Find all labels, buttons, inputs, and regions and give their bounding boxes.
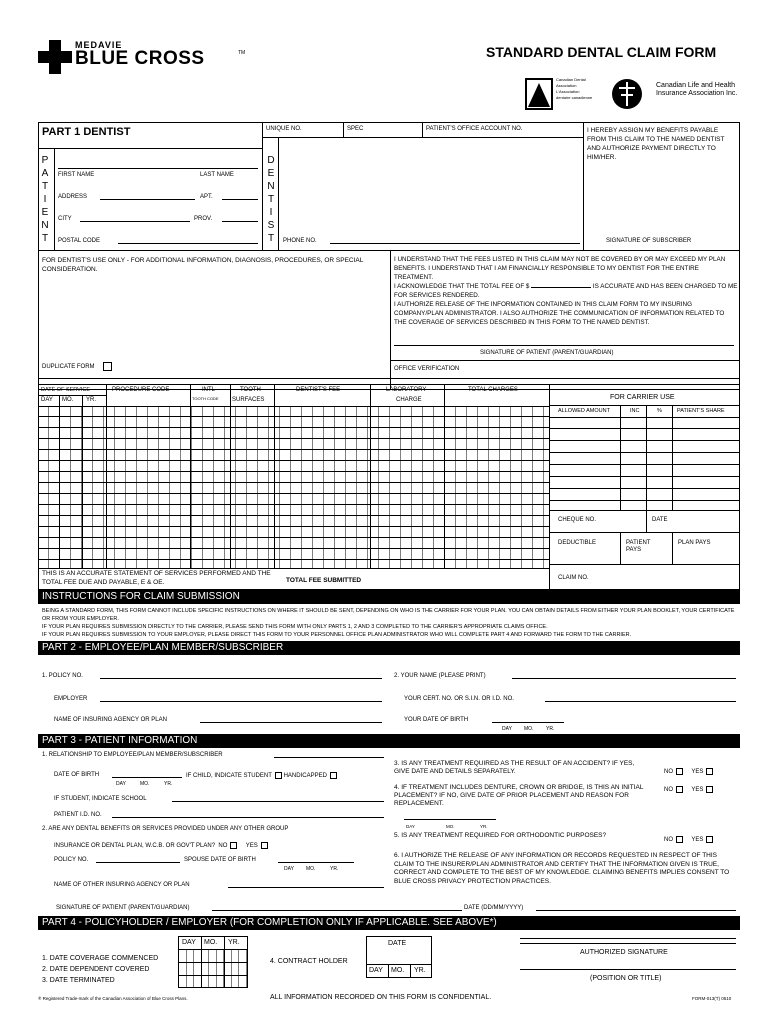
q4-date-field[interactable]	[404, 819, 496, 820]
intl-header: INTL	[202, 387, 216, 393]
q4-no-checkbox[interactable]	[676, 786, 683, 793]
inc-header: INC	[630, 408, 640, 414]
pct-header: %	[657, 408, 662, 414]
trademark-note: ® Registered Trade-mark of the Canadian Association of Blue Cross Plans.	[38, 996, 188, 1001]
part3-signature-field[interactable]	[212, 910, 462, 911]
dob-day: DAY	[502, 726, 512, 732]
part3-date-label: DATE (DD/MM/YYYY)	[464, 905, 524, 911]
q6-text: 6. I AUTHORIZE THE RELEASE OF ANY INFORMATION OR RECORDS REQUESTED IN RESPECT OF THIS CLAIM TO THE INSURER/PLAN ADMINISTRATOR AND CERTIFY THAT THE INFORMATION GIVEN IS TRUE, CORRECT AND COMPLETE TO THE BEST OF MY KNOWLEDGE. CLAIMING BENEFITS IMPLIES CONSENT TO BLUE CROSS PRIVACY PROTECTION PRACTICES.	[394, 852, 730, 885]
confidential-note: ALL INFORMATION RECORDED ON THIS FORM IS CONFIDENTIAL.	[270, 994, 492, 1001]
q5-answers: NO YES	[664, 836, 713, 844]
your-dob-label: YOUR DATE OF BIRTH	[404, 717, 469, 723]
patient-id-label: PATIENT I.D. NO.	[54, 812, 102, 818]
plan-pays-label: PLAN PAYS	[678, 540, 711, 546]
city-label: CITY	[58, 216, 72, 222]
spouse-day: DAY	[284, 866, 294, 872]
patient-dob-day: DAY	[116, 781, 126, 787]
deductible-label: DEDUCTIBLE	[558, 540, 597, 546]
apt-label: APT.	[200, 194, 213, 200]
q3-yes-checkbox[interactable]	[706, 768, 713, 775]
p4-yr: YR.	[228, 939, 240, 946]
office-verification-label: OFFICE VERIFICATION	[394, 366, 460, 372]
dentist-use-text: FOR DENTIST'S USE ONLY - FOR ADDITIONAL INFORMATION, DIAGNOSIS, PROCEDURES, OR SPECIAL CONSIDERATION.	[42, 257, 364, 273]
assign-text: I HEREBY ASSIGN MY BENEFITS PAYABLE FROM THIS CLAIM TO THE NAMED DENTIST AND AUTHORIZE PAYMENT DIRECTLY TO HIM/HER.	[587, 127, 725, 161]
q4-yes-checkbox[interactable]	[706, 786, 713, 793]
cheque-no-label: CHEQUE NO.	[558, 517, 597, 523]
cross-icon	[38, 40, 72, 74]
p4-date-day: DAY	[369, 967, 383, 974]
school-field[interactable]	[172, 801, 384, 802]
date-label: DATE	[652, 517, 668, 523]
duplicate-form-checkbox[interactable]	[103, 362, 112, 371]
other-policy-label: POLICY NO.	[54, 857, 89, 863]
day-header: DAY	[41, 397, 53, 403]
student-checkbox[interactable]	[275, 772, 282, 779]
terminated-label: 3. DATE TERMINATED	[42, 977, 115, 984]
claim-no-label: CLAIM NO.	[558, 575, 589, 581]
prov-label: PROV.	[194, 216, 213, 222]
q4-mo: MO.	[446, 824, 455, 829]
for-carrier-use-header: FOR CARRIER USE	[610, 394, 675, 401]
cda-emblem-icon	[524, 77, 554, 111]
position-title-label: (POSITION OR TITLE)	[590, 975, 662, 982]
name-line[interactable]	[58, 168, 258, 169]
tooth-code-header: TOOTH CODE	[192, 396, 219, 401]
dependent-covered-label: 2. DATE DEPENDENT COVERED	[42, 966, 150, 973]
q5-no-checkbox[interactable]	[676, 836, 683, 843]
brand-top: MEDAVIE	[75, 40, 123, 50]
insurance-or-label: INSURANCE OR DENTAL PLAN, W.C.B. OR GOV'T PLAN? NO YES	[54, 842, 268, 850]
spouse-yr: YR.	[330, 866, 339, 872]
p4-date-mo: MO.	[391, 967, 405, 974]
dob-yr: YR.	[546, 726, 555, 732]
clhia-text: Canadian Life and Health Insurance Association Inc.	[656, 82, 738, 97]
contract-holder-label: 4. CONTRACT HOLDER	[270, 958, 348, 965]
instructions-bar: INSTRUCTIONS FOR CLAIM SUBMISSION	[38, 590, 740, 604]
if-student-label: IF STUDENT, INDICATE SCHOOL	[54, 796, 147, 802]
clhia-logo	[610, 77, 740, 113]
q5-text: 5. IS ANY TREATMENT REQUIRED FOR ORTHODONTIC PURPOSES?	[394, 832, 607, 839]
relationship-field[interactable]	[274, 757, 384, 758]
employer-field[interactable]	[100, 701, 382, 702]
postal-code-field[interactable]	[118, 243, 258, 244]
your-name-field[interactable]	[512, 678, 736, 679]
last-name-label: LAST NAME	[200, 172, 234, 178]
authorized-signature-label: AUTHORIZED SIGNATURE	[580, 949, 668, 956]
total-charges-header: TOTAL CHARGES	[468, 387, 518, 393]
signature-patient-label: SIGNATURE OF PATIENT (PARENT/GUARDIAN)	[480, 350, 614, 356]
services-grid[interactable]	[38, 406, 549, 568]
apt-field[interactable]	[222, 199, 258, 200]
policy-no-field[interactable]	[100, 678, 382, 679]
instructions-text: BEING A STANDARD FORM, THIS FORM CANNOT INCLUDE SPECIFIC INSTRUCTIONS ON WHERE IT SHOULD BE SENT, DEPENDING ON WHO IS THE CARRIER FOR YOUR PLAN. YOU CAN OBTAIN DETAILS FROM EITHER YOUR PLAN BOOKLET, YOUR CERTIFICATE OR FROM YOUR EMPLOYER. IF YOUR PLAN REQUIRES SUBMISSION DIRECTLY TO THE CARRIER, PLEASE SEND THIS FORM WITH ONLY PARTS 1, 2 AND 3 COMPLETED TO THE CARRIER'S APPROPRIATE CLAIMS OFFICE. IF YOUR PLAN REQUIRES SUBMISSION TO YOUR EMPLOYER, PLEASE DIRECT THIS FORM TO YOUR PERSONNEL OFFICE PLAN ADMINISTRATOR WHO WILL COMPLETE PART 4 AND FORWARD THE FORM TO THE CARRIER.	[42, 608, 735, 638]
spouse-dob-label: SPOUSE DATE OF BIRTH	[184, 857, 256, 863]
brand-main: BLUE CROSS	[75, 48, 205, 69]
part3-signature-label: SIGNATURE OF PATIENT (PARENT/GUARDIAN)	[56, 905, 190, 911]
part4-bar: PART 4 - POLICYHOLDER / EMPLOYER (FOR COMPLETION ONLY IF APPLICABLE. SEE ABOVE*)	[38, 916, 740, 930]
cert-no-field[interactable]	[545, 701, 736, 702]
q4-answers: NO YES	[664, 786, 713, 794]
clhia-emblem-icon	[610, 77, 644, 111]
insuring-agency-label: NAME OF INSURING AGENCY OR PLAN	[54, 717, 167, 723]
relationship-label: 1. RELATIONSHIP TO EMPLOYEE/PLAN MEMBER/SUBSCRIBER	[42, 752, 223, 758]
if-child-label: IF CHILD, INDICATE STUDENT HANDICAPPED	[186, 772, 337, 780]
charge-header: CHARGE	[396, 397, 422, 403]
p4-date-yr: YR.	[414, 967, 426, 974]
spec-label: SPEC	[347, 126, 364, 132]
form-number: FORM-013(T) 0510	[692, 996, 732, 1001]
other-policy-field[interactable]	[96, 862, 180, 863]
address-field[interactable]	[100, 199, 195, 200]
laboratory-header: LABORATORY	[386, 387, 427, 393]
other-plan-yes-checkbox[interactable]	[261, 842, 268, 849]
address-label: ADDRESS	[58, 194, 88, 200]
patient-dob-yr: YR.	[164, 781, 173, 787]
brand-tm: TM	[238, 50, 246, 56]
allowed-amount-header: ALLOWED AMOUNT	[558, 408, 610, 414]
postal-code-label: POSTAL CODE	[58, 238, 101, 244]
part3-date-field[interactable]	[536, 910, 736, 911]
your-dob-field[interactable]	[492, 722, 564, 723]
q3-answers: NO YES	[664, 768, 713, 776]
patient-dob-mo: MO.	[140, 781, 150, 787]
patients-share-header: PATIENT'S SHARE	[677, 408, 725, 414]
patient-dob-field[interactable]	[112, 777, 182, 778]
q4-yr: YR.	[480, 824, 488, 829]
mo-header: MO.	[62, 397, 74, 403]
city-field[interactable]	[80, 221, 190, 222]
p4-top-line[interactable]	[520, 938, 736, 939]
handicapped-checkbox[interactable]	[330, 772, 337, 779]
q4-day: DAY	[406, 824, 415, 829]
authorize-release-text: I AUTHORIZE RELEASE OF THE INFORMATION CONTAINED IN THIS CLAIM FORM TO MY INSURING COMPANY/PLAN ADMINISTRATOR. I ALSO AUTHORIZE THE COMMUNICATION OF INFORMATION RELATED TO THE COVERAGE OF SERVICES DESCRIBED IN THIS FORM TO THE NAMED DENTIST.	[394, 301, 725, 326]
p4-day: DAY	[182, 939, 196, 946]
q3-text: 3. IS ANY TREATMENT REQUIRED AS THE RESULT OF AN ACCIDENT? IF YES, GIVE DATE AND DETAILS SEPARATELY.	[394, 760, 635, 775]
policy-no-label: 1. POLICY NO.	[42, 673, 83, 679]
q4-text: 4. IF TREATMENT INCLUDES DENTURE, CROWN OR BRIDGE, IS THIS AN INITIAL PLACEMENT? IF NO, GIVE DATE OF PRIOR PLACEMENT AND REASON FOR REPLACEMENT.	[394, 784, 644, 807]
q5-yes-checkbox[interactable]	[706, 836, 713, 843]
part2-bar: PART 2 - EMPLOYEE/PLAN MEMBER/SUBSCRIBER	[38, 641, 740, 655]
employer-label: EMPLOYER	[54, 696, 88, 702]
part3-bar: PART 3 - PATIENT INFORMATION	[38, 734, 740, 748]
unique-no-label: UNIQUE NO.	[266, 126, 302, 132]
tooth-header: TOOTH	[240, 387, 261, 393]
duplicate-form-label: DUPLICATE FORM	[42, 362, 112, 371]
patient-pays-label: PATIENT PAYS	[626, 540, 651, 553]
accurate-statement: THIS IS AN ACCURATE STATEMENT OF SERVICES PERFORMED AND THE TOTAL FEE DUE AND PAYABLE, E & OE.	[42, 570, 271, 586]
your-name-label: 2. YOUR NAME (PLEASE PRINT)	[394, 673, 486, 679]
other-agency-field[interactable]	[228, 887, 384, 888]
understand-text: I UNDERSTAND THAT THE FEES LISTED IN THIS CLAIM MAY NOT BE COVERED BY OR MAY EXCEED MY PLAN BENEFITS. I UNDERSTAND THAT I AM FINANCIALLY RESPONSIBLE TO MY DENTIST FOR THE ENTIRE TREATMENT.	[394, 256, 726, 281]
patient-dob-label: DATE OF BIRTH	[54, 772, 100, 778]
surfaces-header: SURFACES	[232, 397, 265, 403]
total-fee-submitted: TOTAL FEE SUBMITTED	[286, 577, 362, 584]
phone-no-label: PHONE NO.	[283, 238, 317, 244]
consent-text	[394, 255, 738, 327]
dentists-fee-header: DENTIST'S FEE	[296, 387, 341, 393]
brand-logo	[38, 38, 248, 78]
p4-dates-grid[interactable]	[179, 949, 247, 987]
coverage-commenced-label: 1. DATE COVERAGE COMMENCED	[42, 955, 159, 962]
signature-patient-line[interactable]	[394, 345, 734, 346]
first-name-label: FIRST NAME	[58, 172, 95, 178]
spouse-dob-field[interactable]	[278, 862, 354, 863]
position-title-field[interactable]	[520, 969, 736, 970]
yr-header: YR.	[86, 397, 97, 403]
procedure-code-header: PROCEDURE CODE	[112, 387, 170, 393]
part1-title: PART 1 DENTIST	[42, 126, 131, 138]
carrier-grid[interactable]	[549, 417, 740, 510]
cert-no-label: YOUR CERT. NO. OR S.I.N. OR I.D. NO.	[404, 696, 514, 702]
signature-subscriber-label: SIGNATURE OF SUBSCRIBER	[606, 238, 692, 244]
office-account-label: PATIENT'S OFFICE ACCOUNT NO.	[426, 126, 523, 132]
cda-logo	[524, 77, 594, 113]
cda-text: Canadian Dental Association L'Association dentaire canadienne	[556, 77, 593, 100]
phone-no-field[interactable]	[330, 243, 580, 244]
patient-id-field[interactable]	[112, 817, 384, 818]
other-plan-no-checkbox[interactable]	[230, 842, 237, 849]
date-of-service-header: DATE OF SERVICE	[41, 387, 91, 393]
p4-mo: MO.	[204, 939, 218, 946]
prov-field[interactable]	[222, 221, 258, 222]
form-title: STANDARD DENTAL CLAIM FORM	[486, 44, 717, 60]
p4-date-label: DATE	[388, 940, 407, 947]
other-group-label: 2. ARE ANY DENTAL BENEFITS OR SERVICES PROVIDED UNDER ANY OTHER GROUP	[42, 826, 289, 832]
spouse-mo: MO.	[306, 866, 316, 872]
other-agency-label: NAME OF OTHER INSURING AGENCY OR PLAN	[54, 882, 190, 888]
q3-no-checkbox[interactable]	[676, 768, 683, 775]
authorized-signature-field[interactable]	[520, 943, 736, 944]
insuring-agency-field[interactable]	[200, 722, 382, 723]
dob-mo: MO.	[524, 726, 534, 732]
acknowledge-text: I ACKNOWLEDGE THAT THE TOTAL FEE OF $ IS ACCURATE AND HAS BEEN CHARGED TO ME FOR SERVICES RENDERED.	[394, 283, 738, 299]
